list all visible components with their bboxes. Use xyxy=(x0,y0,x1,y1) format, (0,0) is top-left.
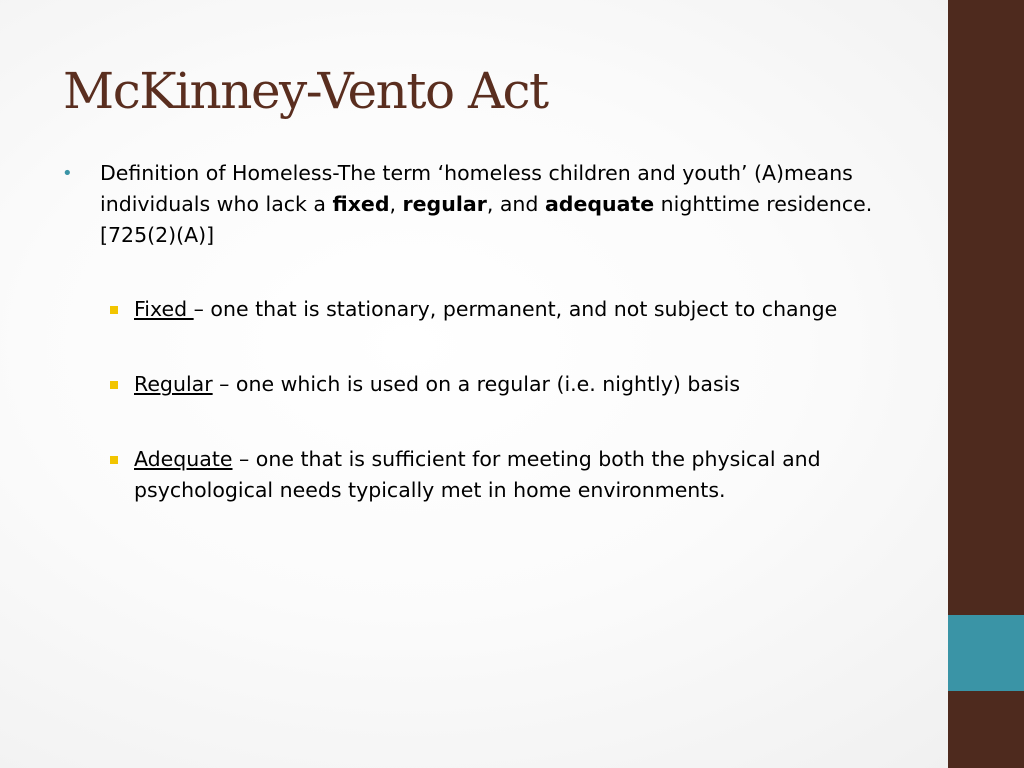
bullet-dot-icon: • xyxy=(62,163,73,184)
term-fixed-definition: – one that is stationary, permanent, and not subject to change xyxy=(193,297,838,321)
definition-intro-text: Definition of Homeless-The term ‘homeless children and youth’ (A)means individuals who lack a xyxy=(100,161,853,216)
slide-title: McKinney-Vento Act xyxy=(63,62,548,120)
definition-bold-adequate: adequate xyxy=(544,192,655,216)
square-bullet-icon xyxy=(110,306,118,314)
slide-body xyxy=(62,158,874,506)
definition-separator-1: , xyxy=(389,192,403,216)
term-regular-definition: – one which is used on a regular (i.e. nightly) basis xyxy=(212,372,741,396)
square-bullet-icon xyxy=(110,456,118,464)
bullet-definition xyxy=(62,158,874,251)
sub-bullet-regular xyxy=(62,369,874,400)
sub-bullet-adequate xyxy=(62,444,874,506)
definition-bold-fixed: fixed xyxy=(332,192,390,216)
term-regular: Regular xyxy=(134,372,213,396)
term-adequate-definition: – one that is sufficient for meeting both the physical and psychological needs typically met in home environments. xyxy=(134,447,821,502)
side-bar-accent-decoration xyxy=(948,615,1024,691)
definition-separator-2: , and xyxy=(486,192,545,216)
sub-bullet-fixed xyxy=(62,294,874,325)
square-bullet-icon xyxy=(110,381,118,389)
definition-bold-regular: regular xyxy=(402,192,487,216)
term-adequate: Adequate xyxy=(134,447,233,471)
term-fixed: Fixed xyxy=(134,297,194,321)
definition-tail-text: nighttime residence. [725(2)(A)] xyxy=(100,192,873,247)
